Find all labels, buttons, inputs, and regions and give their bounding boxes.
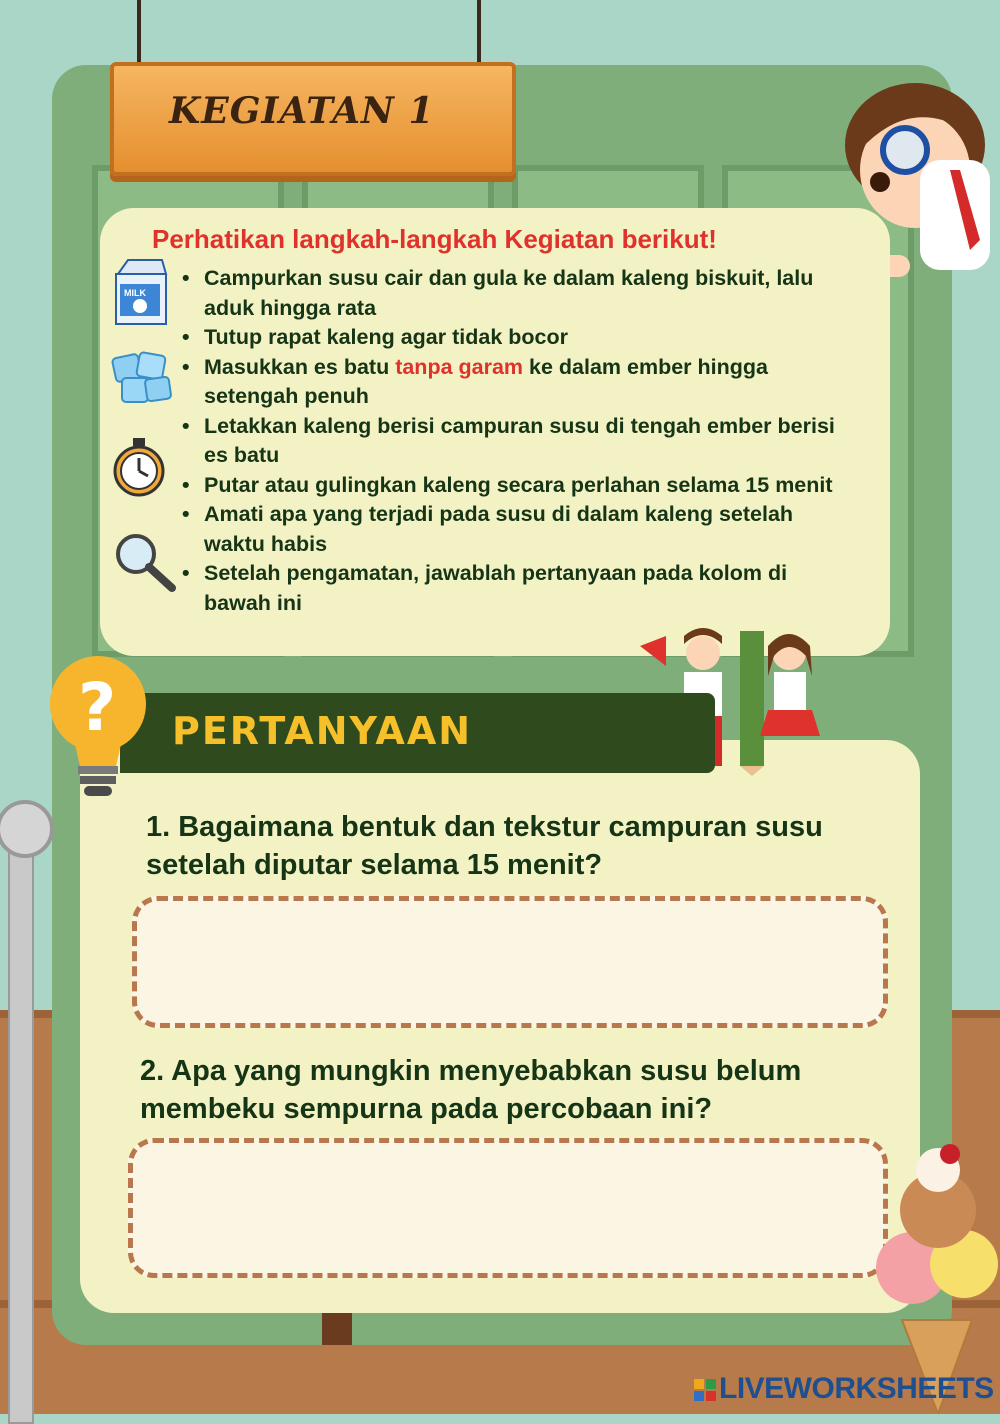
list-item: • Setelah pengamatan, jawablah pertanyaan pada kolom di bawah ini — [182, 559, 842, 618]
desk-lamp-joint — [0, 800, 54, 858]
questions-title: PERTANYAAN — [172, 709, 473, 753]
list-item: • Masukkan es batu tanpa garam ke dalam ember hingga setengah penuh — [182, 353, 842, 412]
sign-title: KEGIATAN 1 — [169, 90, 435, 132]
highlight-text: tanpa garam — [395, 354, 524, 379]
list-item: • Campurkan susu cair dan gula ke dalam kaleng biskuit, lalu aduk hingga rata — [182, 264, 842, 323]
svg-text:MILK: MILK — [124, 288, 146, 298]
svg-text:?: ? — [78, 669, 117, 746]
stopwatch-icon — [110, 436, 168, 498]
steps-list — [182, 264, 842, 618]
questions-header-band — [120, 693, 715, 773]
list-item: • Amati apa yang terjadi pada susu di dalam kaleng setelah waktu habis — [182, 500, 842, 559]
ice-cubes-icon — [108, 348, 176, 410]
answer-field-1[interactable] — [132, 896, 888, 1028]
list-item: • Tutup rapat kaleng agar tidak bocor — [182, 323, 842, 353]
liveworksheets-logo-icon — [694, 1379, 716, 1401]
brand-logo — [694, 1372, 994, 1406]
list-item: • Putar atau gulingkan kaleng secara perlahan selama 15 menit — [182, 471, 842, 501]
magnifier-icon — [112, 530, 178, 592]
desk-lamp-pole — [8, 820, 34, 1424]
question-2: 2. Apa yang mungkin menyebabkan susu belum membeku sempurna pada percobaan ini? — [140, 1055, 802, 1125]
list-item: • Letakkan kaleng berisi campuran susu di tengah ember berisi es batu — [182, 412, 842, 471]
brand-name: LIVEWORKSHEETS — [719, 1372, 994, 1405]
activity-sign — [110, 62, 516, 176]
milk-carton-icon — [110, 256, 170, 328]
lightbulb-question-icon — [40, 640, 150, 806]
question-1: 1. Bagaimana bentuk dan tekstur campuran susu setelah diputar selama 15 menit? — [146, 811, 823, 881]
answer-field-2[interactable] — [128, 1138, 888, 1278]
steps-panel — [100, 208, 890, 656]
steps-heading: Perhatikan langkah-langkah Kegiatan berikut! — [152, 224, 717, 254]
